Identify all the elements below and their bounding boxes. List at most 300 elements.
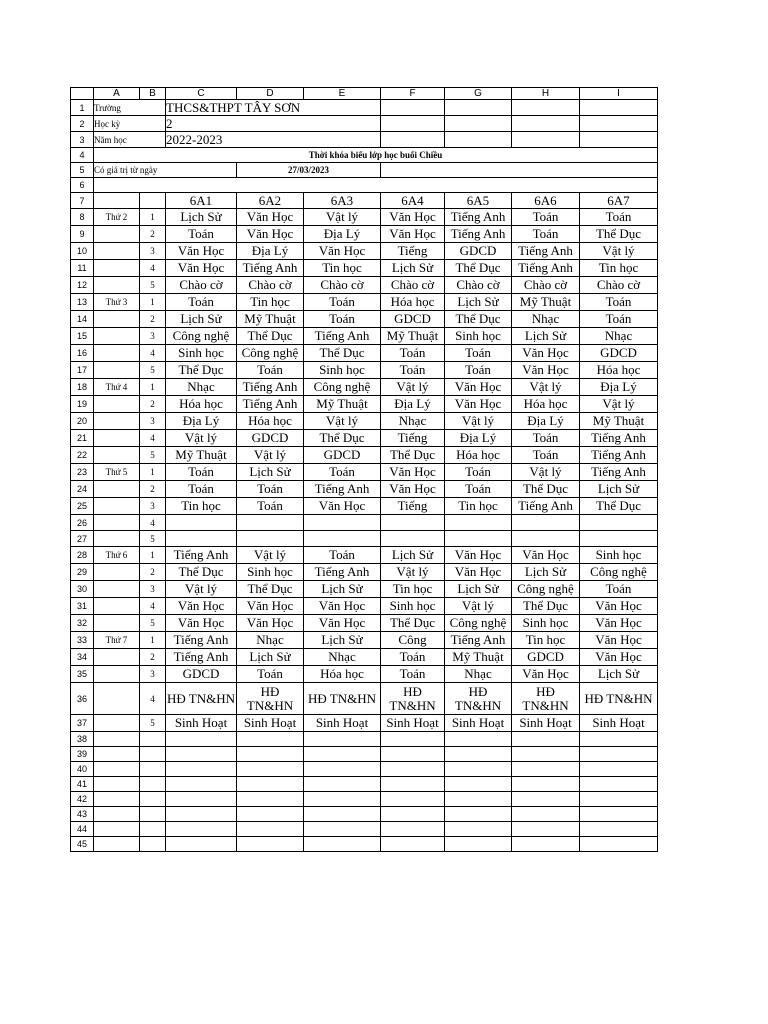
subject-cell[interactable]: Văn Học xyxy=(237,209,304,226)
period-number[interactable]: 5 xyxy=(140,615,166,632)
empty-cell[interactable] xyxy=(237,747,304,762)
subject-cell[interactable]: Văn Học xyxy=(580,632,658,649)
empty-cell[interactable] xyxy=(580,100,658,116)
empty-cell[interactable] xyxy=(512,807,580,822)
row-number[interactable]: 35 xyxy=(71,666,94,683)
empty-cell[interactable] xyxy=(140,777,166,792)
subject-cell[interactable]: Văn Học xyxy=(166,243,237,260)
subject-cell[interactable]: Công nghệ xyxy=(512,581,580,598)
day-label[interactable] xyxy=(94,515,140,531)
subject-cell[interactable]: Lịch Sử xyxy=(512,328,580,345)
subject-cell[interactable]: Vật lý xyxy=(381,379,445,396)
subject-cell[interactable]: Vật lý xyxy=(580,243,658,260)
empty-cell[interactable] xyxy=(580,762,658,777)
subject-cell[interactable]: Văn Học xyxy=(304,243,381,260)
subject-cell[interactable]: Tiếng Anh xyxy=(237,260,304,277)
day-label[interactable] xyxy=(94,277,140,294)
info-value[interactable]: THCS&THPT TÂY SƠN xyxy=(166,100,381,116)
subject-cell[interactable]: Toán xyxy=(237,666,304,683)
row-number[interactable]: 38 xyxy=(71,732,94,747)
row-number[interactable]: 27 xyxy=(71,531,94,547)
empty-cell[interactable] xyxy=(304,732,381,747)
subject-cell[interactable] xyxy=(237,531,304,547)
subject-cell[interactable]: Toán xyxy=(166,294,237,311)
subject-cell[interactable] xyxy=(381,531,445,547)
subject-cell[interactable] xyxy=(580,531,658,547)
subject-cell[interactable]: Văn Học xyxy=(445,379,512,396)
subject-cell[interactable]: Toán xyxy=(237,498,304,515)
row-number[interactable]: 44 xyxy=(71,822,94,837)
class-header[interactable]: 6A4 xyxy=(381,193,445,209)
row-number[interactable]: 45 xyxy=(71,837,94,852)
empty-cell[interactable] xyxy=(94,807,140,822)
subject-cell[interactable]: HĐ TN&HN xyxy=(237,683,304,715)
subject-cell[interactable]: Thể Dục xyxy=(304,430,381,447)
empty-cell[interactable] xyxy=(166,837,237,852)
empty-cell[interactable] xyxy=(580,792,658,807)
subject-cell[interactable]: Tin học xyxy=(580,260,658,277)
row-number[interactable]: 43 xyxy=(71,807,94,822)
subject-cell[interactable]: Toán xyxy=(304,311,381,328)
subject-cell[interactable]: Công nghệ xyxy=(166,328,237,345)
subject-cell[interactable]: Toán xyxy=(166,226,237,243)
subject-cell[interactable]: Hóa học xyxy=(381,294,445,311)
day-label[interactable] xyxy=(94,328,140,345)
subject-cell[interactable]: Tiếng Anh xyxy=(166,632,237,649)
subject-cell[interactable]: Toán xyxy=(512,430,580,447)
empty-cell[interactable] xyxy=(94,732,140,747)
day-label[interactable]: Thứ 3 xyxy=(94,294,140,311)
empty-cell[interactable] xyxy=(512,762,580,777)
subject-cell[interactable]: Vật lý xyxy=(512,464,580,481)
empty-cell[interactable] xyxy=(445,837,512,852)
subject-cell[interactable]: Địa Lý xyxy=(381,396,445,413)
subject-cell[interactable]: Hóa học xyxy=(237,413,304,430)
subject-cell[interactable]: Văn Học xyxy=(304,598,381,615)
empty-cell[interactable] xyxy=(445,116,512,132)
subject-cell[interactable]: Văn Học xyxy=(237,226,304,243)
subject-cell[interactable]: Công nghệ xyxy=(445,615,512,632)
subject-cell[interactable]: Vật lý xyxy=(166,430,237,447)
subject-cell[interactable]: GDCD xyxy=(166,666,237,683)
subject-cell[interactable]: Văn Học xyxy=(304,498,381,515)
class-header[interactable]: 6A5 xyxy=(445,193,512,209)
empty-cell[interactable] xyxy=(381,732,445,747)
empty-cell[interactable] xyxy=(237,732,304,747)
subject-cell[interactable]: Vật lý xyxy=(381,564,445,581)
empty-cell[interactable] xyxy=(580,132,658,148)
subject-cell[interactable] xyxy=(166,531,237,547)
subject-cell[interactable] xyxy=(381,515,445,531)
column-header[interactable]: A xyxy=(94,88,140,100)
day-label[interactable] xyxy=(94,413,140,430)
empty-cell[interactable] xyxy=(166,747,237,762)
empty-cell[interactable] xyxy=(445,747,512,762)
row-number[interactable]: 31 xyxy=(71,598,94,615)
row-number[interactable]: 2 xyxy=(71,116,94,132)
subject-cell[interactable]: Nhạc xyxy=(166,379,237,396)
subject-cell[interactable]: Lịch Sử xyxy=(237,464,304,481)
period-number[interactable]: 2 xyxy=(140,226,166,243)
subject-cell[interactable]: Lịch Sử xyxy=(166,209,237,226)
empty-cell[interactable] xyxy=(304,747,381,762)
subject-cell[interactable] xyxy=(304,515,381,531)
subject-cell[interactable]: Văn Học xyxy=(580,615,658,632)
subject-cell[interactable]: Vật lý xyxy=(166,581,237,598)
subject-cell[interactable]: Sinh học xyxy=(166,345,237,362)
empty-cell[interactable] xyxy=(140,837,166,852)
corner-cell[interactable] xyxy=(71,88,94,100)
row-number[interactable]: 3 xyxy=(71,132,94,148)
subject-cell[interactable]: Địa Lý xyxy=(166,413,237,430)
subject-cell[interactable]: Văn Học xyxy=(381,226,445,243)
subject-cell[interactable]: Văn Học xyxy=(166,598,237,615)
subject-cell[interactable]: HĐ TN&HN xyxy=(381,683,445,715)
subject-cell[interactable]: Toán xyxy=(580,294,658,311)
row-number[interactable]: 25 xyxy=(71,498,94,515)
row-number[interactable]: 15 xyxy=(71,328,94,345)
subject-cell[interactable]: Chào cờ xyxy=(166,277,237,294)
day-label[interactable] xyxy=(94,666,140,683)
subject-cell[interactable]: Chào cờ xyxy=(304,277,381,294)
day-label[interactable] xyxy=(94,311,140,328)
subject-cell[interactable]: Tiếng Anh xyxy=(445,209,512,226)
row-number[interactable]: 11 xyxy=(71,260,94,277)
day-label[interactable] xyxy=(94,715,140,732)
subject-cell[interactable]: Toán xyxy=(381,362,445,379)
period-number[interactable]: 5 xyxy=(140,715,166,732)
subject-cell[interactable]: Văn Học xyxy=(166,615,237,632)
row-number[interactable]: 33 xyxy=(71,632,94,649)
subject-cell[interactable]: Thể Dục xyxy=(166,362,237,379)
subject-cell[interactable]: Tiếng xyxy=(381,430,445,447)
subject-cell[interactable]: Hóa học xyxy=(304,666,381,683)
subject-cell[interactable]: Công nghệ xyxy=(304,379,381,396)
empty-cell[interactable] xyxy=(445,822,512,837)
subject-cell[interactable]: Tiếng xyxy=(381,498,445,515)
subject-cell[interactable]: Mỹ Thuật xyxy=(445,649,512,666)
row-number[interactable]: 13 xyxy=(71,294,94,311)
subject-cell[interactable]: Thể Dục xyxy=(445,311,512,328)
subject-cell[interactable]: Vật lý xyxy=(237,447,304,464)
column-header[interactable]: I xyxy=(580,88,658,100)
empty-cell[interactable] xyxy=(94,762,140,777)
subject-cell[interactable]: Sinh học xyxy=(304,362,381,379)
empty-cell[interactable] xyxy=(304,762,381,777)
subject-cell[interactable]: Toán xyxy=(304,547,381,564)
subject-cell[interactable]: Văn Học xyxy=(304,615,381,632)
row-number[interactable]: 19 xyxy=(71,396,94,413)
subject-cell[interactable]: Văn Học xyxy=(512,547,580,564)
empty-cell[interactable] xyxy=(580,116,658,132)
row-number[interactable]: 28 xyxy=(71,547,94,564)
empty-cell[interactable] xyxy=(166,732,237,747)
empty-cell[interactable] xyxy=(304,822,381,837)
empty-cell[interactable] xyxy=(381,163,658,178)
subject-cell[interactable]: Địa Lý xyxy=(512,413,580,430)
subject-cell[interactable]: Tiếng xyxy=(381,243,445,260)
subject-cell[interactable]: Toán xyxy=(381,345,445,362)
column-header[interactable]: F xyxy=(381,88,445,100)
subject-cell[interactable]: Vật lý xyxy=(304,209,381,226)
subject-cell[interactable]: Lịch Sử xyxy=(445,294,512,311)
subject-cell[interactable]: Chào cờ xyxy=(512,277,580,294)
period-number[interactable]: 2 xyxy=(140,481,166,498)
subject-cell[interactable]: Lịch Sử xyxy=(166,311,237,328)
subject-cell[interactable]: GDCD xyxy=(237,430,304,447)
column-header[interactable]: B xyxy=(140,88,166,100)
subject-cell[interactable]: Văn Học xyxy=(381,209,445,226)
subject-cell[interactable]: Toán xyxy=(166,481,237,498)
empty-cell[interactable] xyxy=(445,777,512,792)
subject-cell[interactable]: HĐ TN&HN xyxy=(512,683,580,715)
period-number[interactable]: 3 xyxy=(140,581,166,598)
period-number[interactable]: 3 xyxy=(140,243,166,260)
column-header[interactable]: E xyxy=(304,88,381,100)
subject-cell[interactable]: Toán xyxy=(512,226,580,243)
subject-cell[interactable]: Địa Lý xyxy=(445,430,512,447)
subject-cell[interactable]: Văn Học xyxy=(381,464,445,481)
empty-cell[interactable] xyxy=(381,132,445,148)
empty-cell[interactable] xyxy=(237,807,304,822)
row-number[interactable]: 8 xyxy=(71,209,94,226)
empty-cell[interactable] xyxy=(381,747,445,762)
subject-cell[interactable]: Văn Học xyxy=(237,615,304,632)
subject-cell[interactable]: Nhạc xyxy=(580,328,658,345)
row-number[interactable]: 23 xyxy=(71,464,94,481)
subject-cell[interactable]: Toán xyxy=(512,447,580,464)
subject-cell[interactable]: Sinh học xyxy=(445,328,512,345)
subject-cell[interactable]: Tiếng Anh xyxy=(445,226,512,243)
period-number[interactable]: 3 xyxy=(140,498,166,515)
info-label[interactable]: Học kỳ xyxy=(94,116,166,132)
subject-cell[interactable]: Văn Học xyxy=(445,547,512,564)
subject-cell[interactable]: Lịch Sử xyxy=(445,581,512,598)
subject-cell[interactable]: Thể Dục xyxy=(512,481,580,498)
subject-cell[interactable]: Toán xyxy=(580,209,658,226)
row-number[interactable]: 17 xyxy=(71,362,94,379)
subject-cell[interactable]: Văn Học xyxy=(445,396,512,413)
subject-cell[interactable]: Thể Dục xyxy=(445,260,512,277)
subject-cell[interactable]: Toán xyxy=(166,464,237,481)
subject-cell[interactable]: Mỹ Thuật xyxy=(381,328,445,345)
subject-cell[interactable]: Toán xyxy=(304,464,381,481)
day-label[interactable] xyxy=(94,260,140,277)
timetable-title[interactable]: Thời khóa biểu lớp học buổi Chiều xyxy=(94,148,658,163)
subject-cell[interactable]: Tin học xyxy=(304,260,381,277)
subject-cell[interactable]: HĐ TN&HN xyxy=(166,683,237,715)
subject-cell[interactable]: Địa Lý xyxy=(304,226,381,243)
empty-cell[interactable] xyxy=(580,747,658,762)
row-number[interactable]: 1 xyxy=(71,100,94,116)
subject-cell[interactable]: Sinh học xyxy=(580,547,658,564)
subject-cell[interactable]: Toán xyxy=(512,209,580,226)
period-number[interactable]: 1 xyxy=(140,294,166,311)
subject-cell[interactable]: Tin học xyxy=(445,498,512,515)
subject-cell[interactable] xyxy=(512,515,580,531)
day-label[interactable] xyxy=(94,481,140,498)
empty-cell[interactable] xyxy=(237,762,304,777)
empty-cell[interactable] xyxy=(94,193,140,209)
subject-cell[interactable]: Tiếng Anh xyxy=(512,498,580,515)
row-number[interactable]: 37 xyxy=(71,715,94,732)
day-label[interactable]: Thứ 6 xyxy=(94,547,140,564)
period-number[interactable]: 4 xyxy=(140,598,166,615)
subject-cell[interactable]: Hóa học xyxy=(580,362,658,379)
day-label[interactable] xyxy=(94,598,140,615)
subject-cell[interactable]: Thể Dục xyxy=(381,615,445,632)
period-number[interactable]: 1 xyxy=(140,632,166,649)
info-value[interactable]: 2 xyxy=(166,116,381,132)
empty-cell[interactable] xyxy=(580,807,658,822)
period-number[interactable]: 4 xyxy=(140,683,166,715)
subject-cell[interactable]: Nhạc xyxy=(304,649,381,666)
subject-cell[interactable]: Tiếng Anh xyxy=(512,243,580,260)
empty-cell[interactable] xyxy=(512,822,580,837)
subject-cell[interactable]: Tiếng Anh xyxy=(445,632,512,649)
subject-cell[interactable]: HĐ TN&HN xyxy=(304,683,381,715)
subject-cell[interactable]: Tiếng Anh xyxy=(166,649,237,666)
subject-cell[interactable]: Mỹ Thuật xyxy=(580,413,658,430)
subject-cell[interactable]: Nhạc xyxy=(381,413,445,430)
subject-cell[interactable]: Văn Học xyxy=(512,666,580,683)
subject-cell[interactable]: Thể Dục xyxy=(580,226,658,243)
subject-cell[interactable]: Văn Học xyxy=(381,481,445,498)
row-number[interactable]: 30 xyxy=(71,581,94,598)
subject-cell[interactable]: Văn Học xyxy=(512,362,580,379)
subject-cell[interactable]: Tiếng Anh xyxy=(580,430,658,447)
subject-cell[interactable]: Toán xyxy=(237,362,304,379)
subject-cell[interactable]: Thể Dục xyxy=(237,581,304,598)
subject-cell[interactable] xyxy=(445,531,512,547)
day-label[interactable] xyxy=(94,243,140,260)
empty-cell[interactable] xyxy=(445,132,512,148)
subject-cell[interactable]: Vật lý xyxy=(445,413,512,430)
subject-cell[interactable]: Lịch Sử xyxy=(381,547,445,564)
subject-cell[interactable]: GDCD xyxy=(381,311,445,328)
day-label[interactable]: Thứ 4 xyxy=(94,379,140,396)
subject-cell[interactable] xyxy=(237,515,304,531)
subject-cell[interactable] xyxy=(166,515,237,531)
day-label[interactable] xyxy=(94,226,140,243)
empty-cell[interactable] xyxy=(166,777,237,792)
empty-cell[interactable] xyxy=(140,807,166,822)
valid-date[interactable]: 27/03/2023 xyxy=(237,163,381,178)
empty-cell[interactable] xyxy=(166,822,237,837)
day-label[interactable]: Thứ 2 xyxy=(94,209,140,226)
empty-cell[interactable] xyxy=(166,807,237,822)
class-header[interactable]: 6A6 xyxy=(512,193,580,209)
subject-cell[interactable]: Toán xyxy=(445,481,512,498)
subject-cell[interactable]: Toán xyxy=(304,294,381,311)
subject-cell[interactable]: Thể Dục xyxy=(512,598,580,615)
subject-cell[interactable]: Thể Dục xyxy=(237,328,304,345)
empty-cell[interactable] xyxy=(237,837,304,852)
row-number[interactable]: 40 xyxy=(71,762,94,777)
subject-cell[interactable]: Tiếng Anh xyxy=(304,481,381,498)
empty-cell[interactable] xyxy=(381,777,445,792)
day-label[interactable] xyxy=(94,683,140,715)
empty-cell[interactable] xyxy=(381,807,445,822)
empty-cell[interactable] xyxy=(94,747,140,762)
subject-cell[interactable]: Văn Học xyxy=(580,649,658,666)
class-header[interactable]: 6A2 xyxy=(237,193,304,209)
subject-cell[interactable]: Sinh học xyxy=(512,615,580,632)
empty-cell[interactable] xyxy=(381,762,445,777)
subject-cell[interactable]: Sinh Hoạt xyxy=(166,715,237,732)
row-number[interactable]: 16 xyxy=(71,345,94,362)
empty-cell[interactable] xyxy=(580,732,658,747)
subject-cell[interactable]: Lịch Sử xyxy=(304,581,381,598)
subject-cell[interactable]: Toán xyxy=(237,481,304,498)
row-number[interactable]: 10 xyxy=(71,243,94,260)
row-number[interactable]: 29 xyxy=(71,564,94,581)
subject-cell[interactable]: Tiếng Anh xyxy=(580,447,658,464)
empty-cell[interactable] xyxy=(237,792,304,807)
subject-cell[interactable]: Công nghệ xyxy=(237,345,304,362)
day-label[interactable] xyxy=(94,649,140,666)
empty-cell[interactable] xyxy=(94,792,140,807)
subject-cell[interactable]: GDCD xyxy=(512,649,580,666)
subject-cell[interactable]: Sinh Hoạt xyxy=(237,715,304,732)
subject-cell[interactable]: Vật lý xyxy=(237,547,304,564)
period-number[interactable]: 2 xyxy=(140,564,166,581)
subject-cell[interactable]: Chào cờ xyxy=(580,277,658,294)
subject-cell[interactable]: Toán xyxy=(381,666,445,683)
row-number[interactable]: 9 xyxy=(71,226,94,243)
empty-cell[interactable] xyxy=(94,178,658,193)
subject-cell[interactable]: Văn Học xyxy=(166,260,237,277)
subject-cell[interactable]: Vật lý xyxy=(580,396,658,413)
info-label[interactable]: Trường xyxy=(94,100,166,116)
period-number[interactable]: 1 xyxy=(140,547,166,564)
subject-cell[interactable]: Chào cờ xyxy=(445,277,512,294)
info-value[interactable]: 2022-2023 xyxy=(166,132,381,148)
info-label[interactable]: Năm học xyxy=(94,132,166,148)
subject-cell[interactable]: Tiếng Anh xyxy=(304,564,381,581)
empty-cell[interactable] xyxy=(445,100,512,116)
empty-cell[interactable] xyxy=(140,193,166,209)
subject-cell[interactable]: Thể Dục xyxy=(166,564,237,581)
subject-cell[interactable]: Hóa học xyxy=(445,447,512,464)
row-number[interactable]: 32 xyxy=(71,615,94,632)
subject-cell[interactable]: GDCD xyxy=(580,345,658,362)
column-header[interactable]: D xyxy=(237,88,304,100)
subject-cell[interactable]: Vật lý xyxy=(304,413,381,430)
column-header[interactable]: C xyxy=(166,88,237,100)
subject-cell[interactable]: Công xyxy=(381,632,445,649)
empty-cell[interactable] xyxy=(166,792,237,807)
row-number[interactable]: 39 xyxy=(71,747,94,762)
empty-cell[interactable] xyxy=(445,792,512,807)
subject-cell[interactable]: Thể Dục xyxy=(381,447,445,464)
subject-cell[interactable]: Sinh Hoạt xyxy=(512,715,580,732)
empty-cell[interactable] xyxy=(140,792,166,807)
subject-cell[interactable]: Lịch Sử xyxy=(304,632,381,649)
row-number[interactable]: 14 xyxy=(71,311,94,328)
period-number[interactable]: 5 xyxy=(140,277,166,294)
period-number[interactable]: 3 xyxy=(140,413,166,430)
subject-cell[interactable]: Chào cờ xyxy=(237,277,304,294)
empty-cell[interactable] xyxy=(237,777,304,792)
empty-cell[interactable] xyxy=(381,822,445,837)
day-label[interactable] xyxy=(94,531,140,547)
empty-cell[interactable] xyxy=(381,100,445,116)
subject-cell[interactable]: Văn Học xyxy=(445,564,512,581)
empty-cell[interactable] xyxy=(304,777,381,792)
empty-cell[interactable] xyxy=(512,747,580,762)
day-label[interactable] xyxy=(94,430,140,447)
